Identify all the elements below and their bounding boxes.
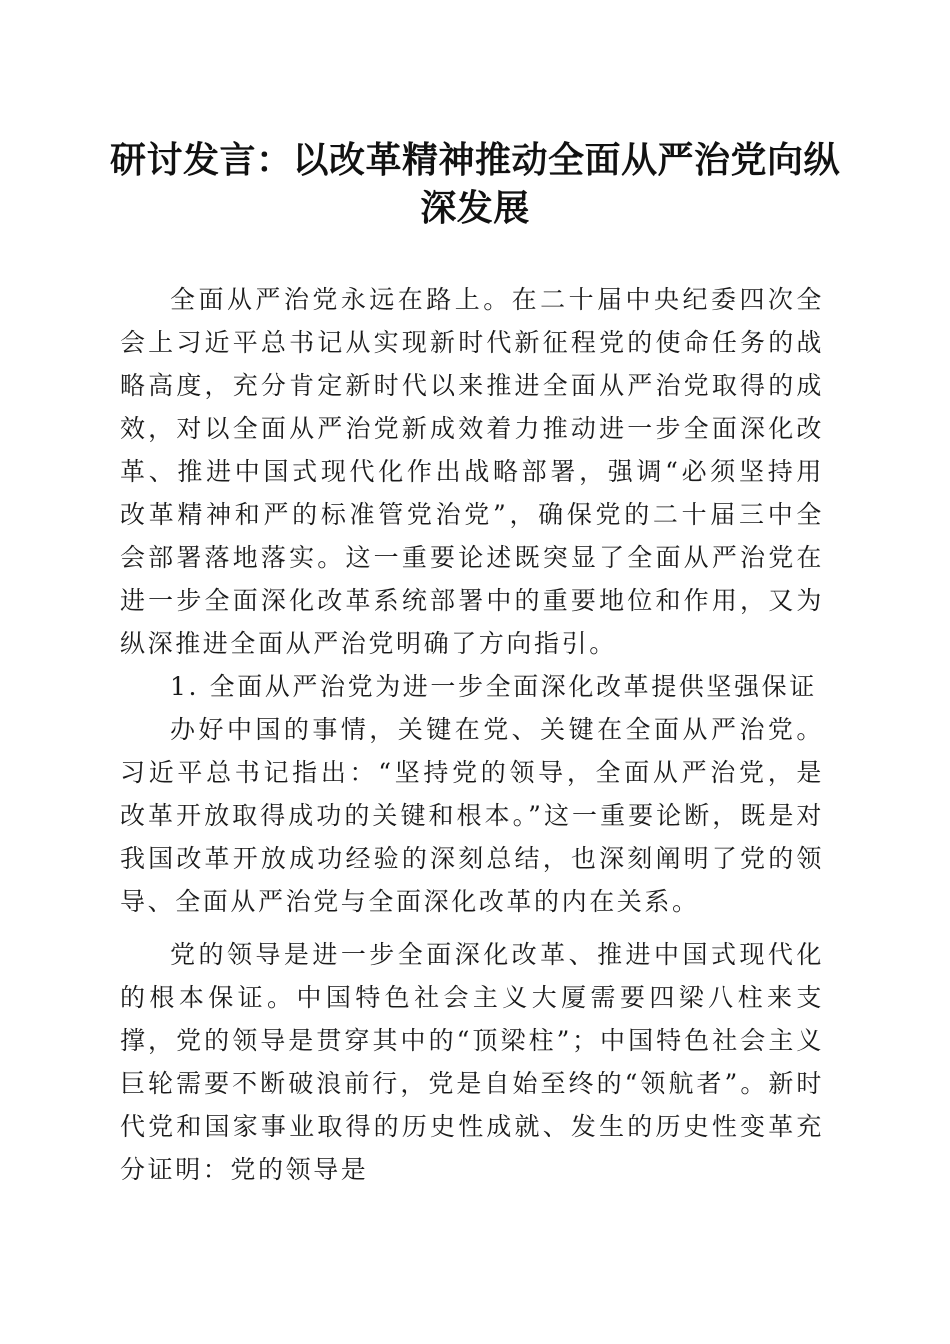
paragraph-section-one: 办好中国的事情，关键在党、关键在全面从严治党。习近平总书记指出：“坚持党的领导，全面从严治党，是改革开放取得成功的关键和根本。”这一重要论断，既是对我国改革开放成功经验的深刻总结，也深刻阐明了党的领导、全面从严治党与全面深化改革的内在关系。 bbox=[120, 715, 824, 916]
page-title: 研讨发言：以改革精神推动全面从严治党向纵深发展 bbox=[110, 139, 841, 229]
document-body bbox=[120, 278, 824, 1191]
paragraph-intro: 全面从严治党永远在路上。在二十届中央纪委四次全会上习近平总书记从实现新时代新征程党的使命任务的战略高度，充分肯定新时代以来推进全面从严治党取得的成效，对以全面从严治党新成效着力推动进一步全面深化改革、推进中国式现代化作出战略部署，强调“必须坚持用改革精神和严的标准管党治党”，确保党的二十届三中全会部署落地落实。这一重要论述既突显了全面从严治党在进一步全面深化改革系统部署中的重要地位和作用，又为纵深推进全面从严治党明确了方向指引。 bbox=[120, 285, 824, 658]
section-heading: 1. 全面从严治党为进一步全面深化改革提供坚强保证 bbox=[170, 672, 817, 701]
paragraph-party-leadership: 党的领导是进一步全面深化改革、推进中国式现代化的根本保证。中国特色社会主义大厦需要四梁八柱来支撑，党的领导是贯穿其中的“顶梁柱”；中国特色社会主义巨轮需要不断破浪前行，党是自始至终的“领航者”。新时代党和国家事业取得的历史性成就、发生的历史性变革充分证明：党的领导是 bbox=[120, 940, 824, 1184]
